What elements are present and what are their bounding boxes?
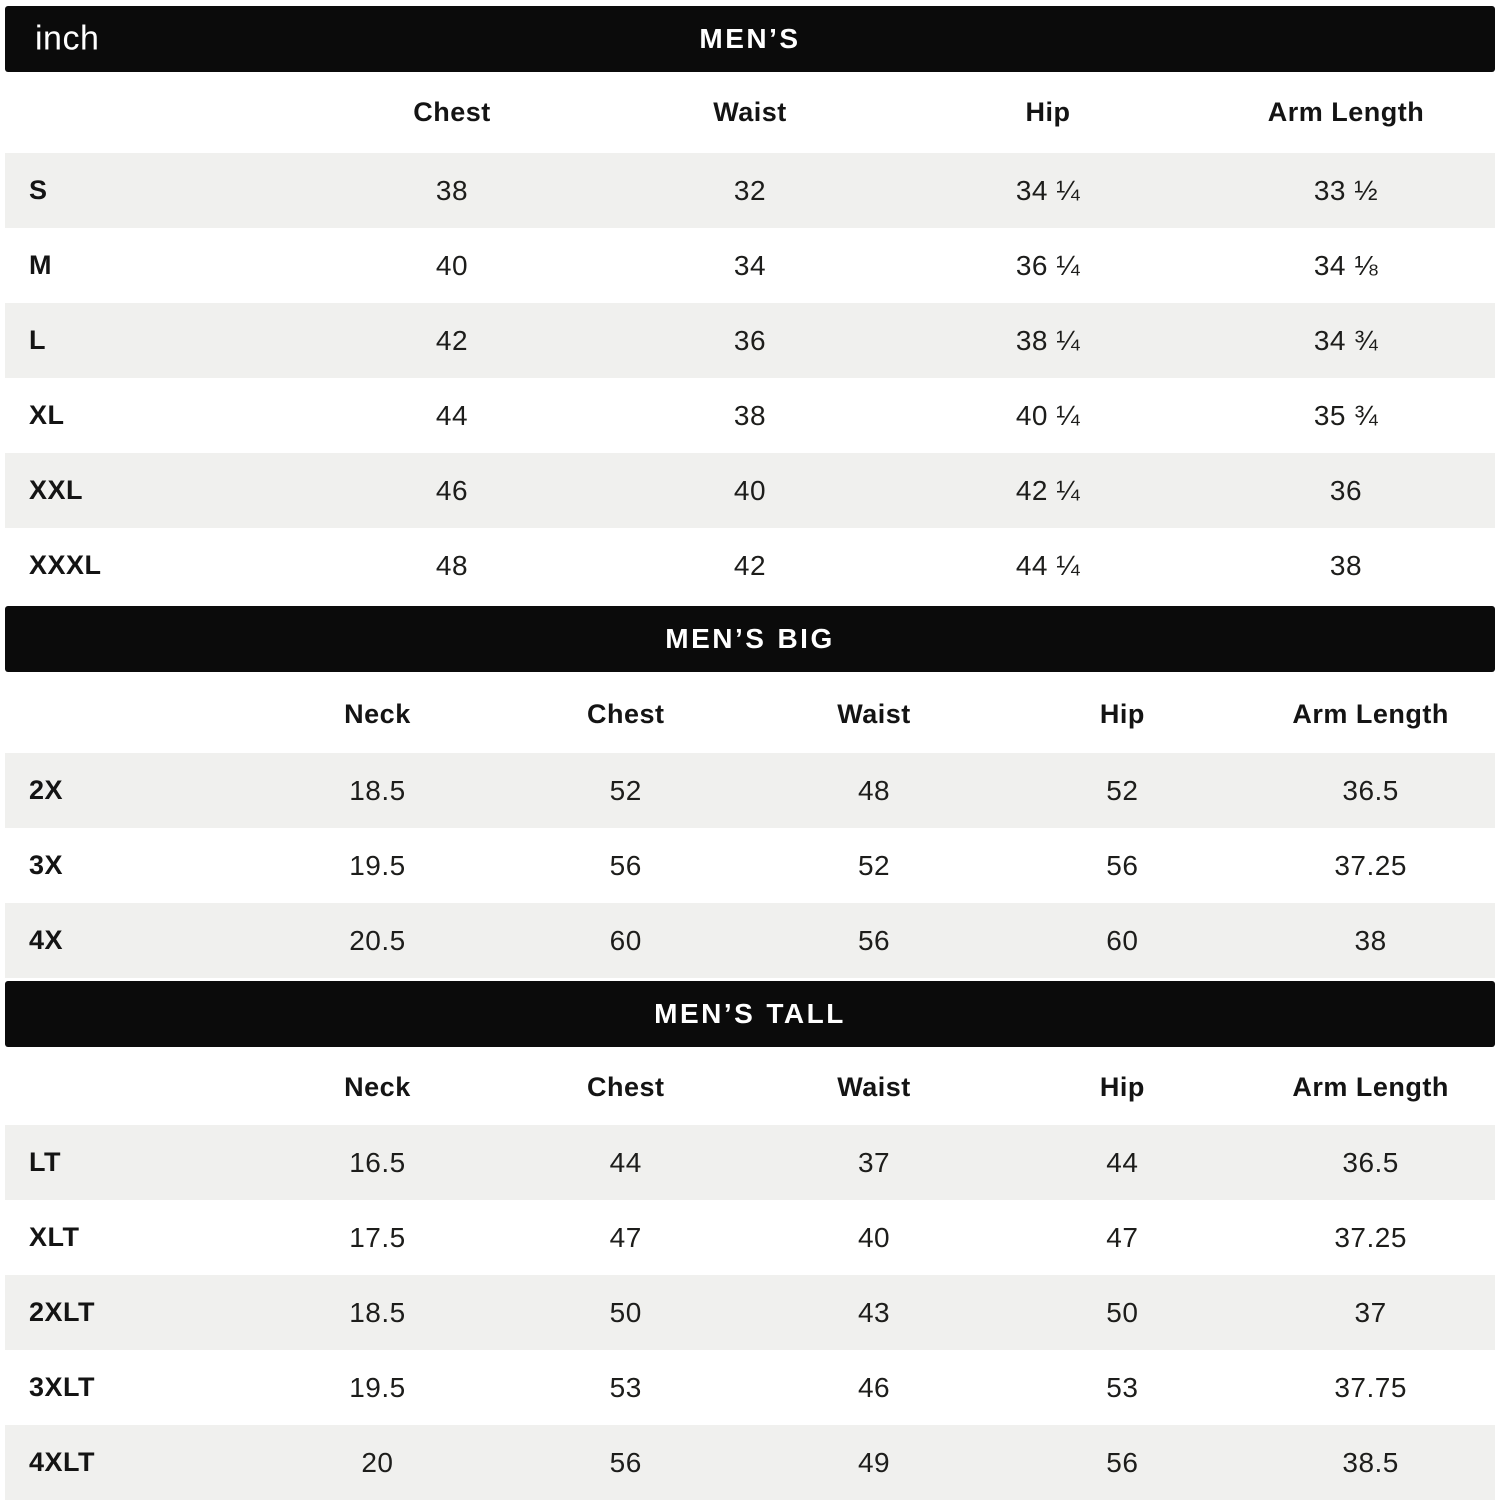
cell-value: 17.5 [349,1221,406,1253]
cell-value: 53 [609,1371,642,1403]
column-header: Hip [1099,698,1145,729]
cell-value: 37.25 [1334,849,1407,881]
cell-value: 50 [609,1296,642,1328]
cell-value: 37 [1354,1296,1387,1328]
cell-value: 48 [435,549,469,581]
cell-value: 43 [857,1296,891,1328]
table-row [5,1275,1495,1350]
section-header-mens [5,6,1495,72]
cell-value: 56 [1106,1446,1139,1478]
cell-value: 36.5 [1342,774,1399,806]
cell-value: 18.5 [349,1296,406,1328]
column-header: Arm Length [1292,1072,1449,1102]
table-row [5,153,1495,228]
cell-value: 20 [361,1446,394,1478]
size-label: XXL [29,475,84,505]
cell-value: 35 ¾ [1313,399,1379,431]
section-title-suffix: BIG [777,623,835,654]
table-row [5,753,1495,828]
cell-value: 18.5 [349,774,406,806]
size-label: M [29,250,52,280]
cell-value: 42 ¼ [1015,474,1081,506]
header-row [5,1050,1495,1125]
cell-value: 47 [1106,1221,1139,1253]
table-row [5,1350,1495,1425]
cell-value: 56 [857,924,891,956]
column-header: Neck [344,698,411,729]
size-label: 4XLT [29,1447,96,1477]
size-label: 2XLT [29,1297,96,1327]
column-header: Waist [837,1072,911,1102]
cell-value: 40 [733,474,767,506]
cell-value: 19.5 [349,1371,406,1403]
table-row [5,303,1495,378]
cell-value: 44 [1106,1146,1139,1178]
cell-value: 37 [857,1146,891,1178]
size-label: S [29,175,48,205]
cell-value: 34 ⅛ [1313,249,1379,281]
column-header: Chest [413,97,491,127]
cell-value: 40 [435,249,469,281]
cell-value: 46 [857,1371,891,1403]
cell-value: 49 [857,1446,891,1478]
size-label: 3XLT [29,1372,96,1402]
cell-value: 46 [435,474,469,506]
column-header: Waist [713,97,787,127]
size-label: XXXL [29,550,102,580]
cell-value: 42 [435,324,469,356]
table-row [5,453,1495,528]
table-row [5,228,1495,303]
cell-value: 52 [1106,774,1139,806]
cell-value: 36 [733,324,767,356]
size-chart [0,6,1500,1500]
section-title-mens [699,23,800,55]
cell-value: 38.5 [1342,1446,1399,1478]
cell-value: 52 [609,774,642,806]
cell-value: 16.5 [349,1146,406,1178]
cell-value: 52 [857,849,891,881]
mens-big-table [5,675,1495,978]
section-title-prefix: MEN’S [699,23,801,54]
size-label: 2X [29,775,64,805]
cell-value: 48 [857,774,891,806]
cell-value: 56 [609,1446,642,1478]
cell-value: 53 [1106,1371,1139,1403]
header-row [5,675,1495,753]
column-header: Arm Length [1292,698,1449,729]
cell-value: 34 [733,249,767,281]
section-title-prefix: MEN’S [665,623,767,654]
cell-value: 19.5 [349,849,406,881]
column-header: Chest [586,1072,665,1102]
cell-value: 38 ¼ [1015,324,1081,356]
cell-value: 60 [1106,924,1139,956]
cell-value: 38 [435,174,469,206]
cell-value: 56 [609,849,642,881]
cell-value: 56 [1106,849,1139,881]
column-header: Hip [1025,97,1071,127]
section-title-mens-big [665,623,834,655]
section-title-mens-tall [654,998,846,1030]
unit-label: inch [35,19,100,58]
cell-value: 38 [1329,549,1363,581]
cell-value: 38 [1354,924,1387,956]
section-header-mens-big [5,606,1495,672]
cell-value: 40 ¼ [1015,399,1081,431]
table-row [5,903,1495,978]
section-title-prefix: MEN’S [654,998,756,1029]
cell-value: 47 [609,1221,642,1253]
table-row [5,828,1495,903]
size-label: XLT [29,1222,80,1252]
cell-value: 36 ¼ [1015,249,1081,281]
size-label: 4X [29,925,64,955]
table-row [5,528,1495,603]
cell-value: 34 ¼ [1015,174,1081,206]
cell-value: 37.75 [1334,1371,1407,1403]
header-row [5,72,1495,153]
size-label: XL [29,400,65,430]
cell-value: 40 [857,1221,891,1253]
cell-value: 38 [733,399,767,431]
size-label: L [29,325,46,355]
mens-table [5,72,1495,603]
cell-value: 20.5 [349,924,406,956]
table-row [5,378,1495,453]
cell-value: 44 [435,399,469,431]
table-row [5,1125,1495,1200]
column-header: Hip [1099,1072,1145,1102]
section-header-mens-tall [5,981,1495,1047]
cell-value: 60 [609,924,642,956]
section-title-suffix: TALL [766,998,846,1029]
table-row [5,1200,1495,1275]
size-label: 3X [29,850,64,880]
cell-value: 37.25 [1334,1221,1407,1253]
table-row [5,1425,1495,1500]
cell-value: 33 ½ [1313,174,1379,206]
column-header: Arm Length [1267,97,1425,127]
column-header: Waist [837,698,911,729]
cell-value: 44 ¼ [1015,549,1081,581]
column-header: Chest [586,698,665,729]
cell-value: 36.5 [1342,1146,1399,1178]
cell-value: 50 [1106,1296,1139,1328]
cell-value: 32 [733,174,767,206]
column-header: Neck [344,1072,411,1102]
cell-value: 42 [733,549,767,581]
size-label: LT [29,1147,61,1177]
cell-value: 36 [1329,474,1363,506]
cell-value: 44 [609,1146,642,1178]
cell-value: 34 ¾ [1313,324,1379,356]
mens-tall-table [5,1050,1495,1500]
